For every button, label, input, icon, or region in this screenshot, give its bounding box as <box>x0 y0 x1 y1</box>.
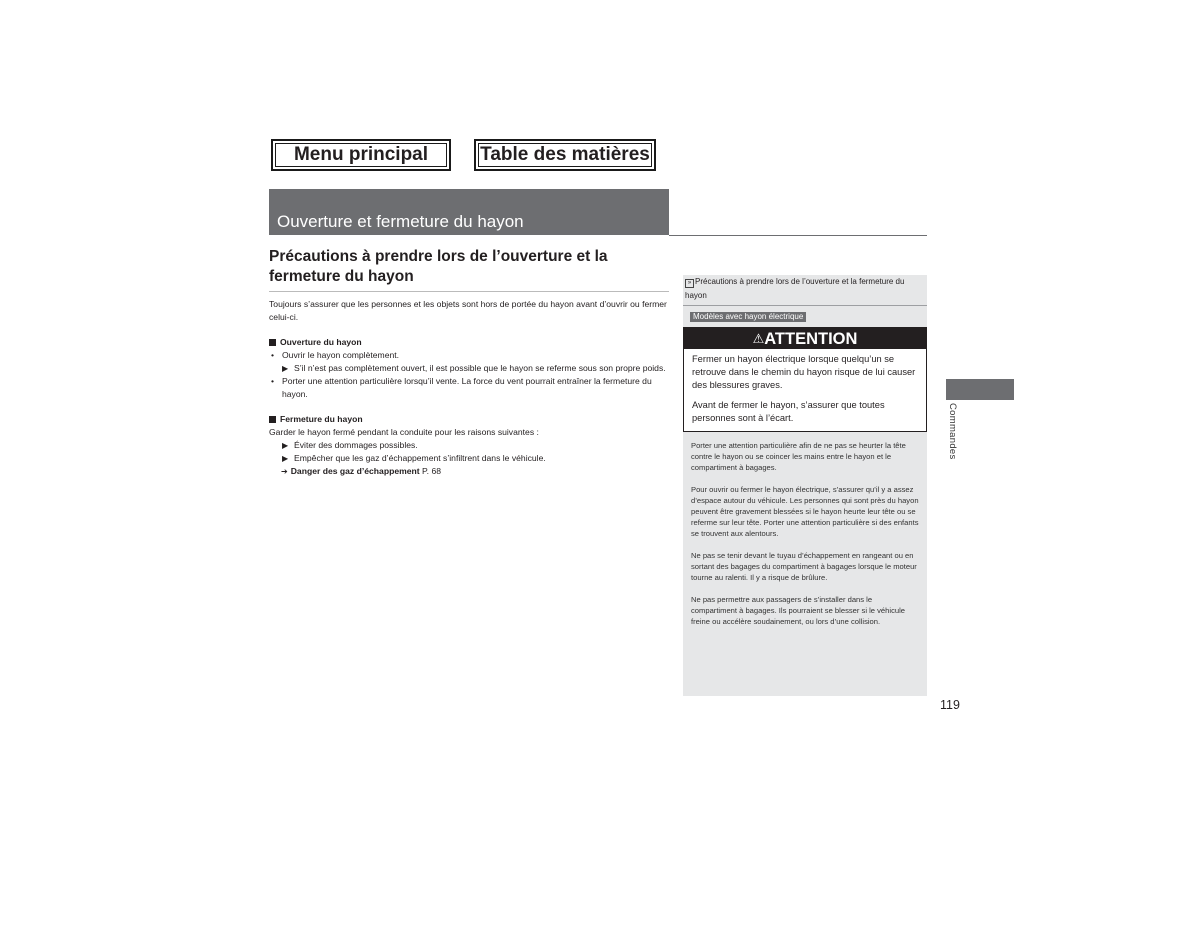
triangle-right-icon: ▶ <box>282 454 289 463</box>
warning-title: ATTENTION <box>764 330 858 348</box>
warning-header <box>684 328 926 349</box>
note-paragraph: Porter une attention particulière afin de ne pas se heurter la tête contre le hayon ou se coincer les mains entre le hayon et le compartiment à bagages. <box>691 441 906 472</box>
table-of-contents-button[interactable]: Table des matières <box>474 139 656 171</box>
header-divider <box>669 235 927 236</box>
exhaust-danger-link[interactable] <box>269 465 669 478</box>
note-paragraph: Pour ouvrir ou fermer le hayon électrique, s’assurer qu’il y a assez d’espace autour du véhicule. Les personnes qui sont près du hayon peuvent être gravement blessées si le hayon heurte leur tête ou se referme sur leur tête. Porter une attention particulière si des enfants se trouvent aux alentours. <box>691 485 919 538</box>
warning-triangle-icon: ⚠ <box>752 331 765 346</box>
list-item <box>269 349 669 362</box>
list-item <box>269 375 669 401</box>
triangle-right-icon: ▶ <box>282 441 289 450</box>
warning-paragraph: Avant de fermer le hayon, s’assurer que toutes personnes sont à l’écart. <box>692 400 885 423</box>
main-content <box>269 247 669 478</box>
note-paragraph: Ne pas permettre aux passagers de s’installer dans le compartiment à bagages. Ils pourraient se blesser si le véhicule freine ou accélère soudainement, ou lors d’une collision. <box>691 595 906 626</box>
chapter-tab-label[interactable]: Commandes <box>947 403 958 460</box>
bullet-text: Porter une attention particulière lorsqu’il vente. La force du vent pourrait entraîner la fermeture du hayon. <box>282 376 652 399</box>
bullet-subtext: S’il n’est pas complètement ouvert, il est possible que le hayon se referme sous son propre poids. <box>294 363 666 373</box>
section-title: Ouverture et fermeture du hayon <box>269 189 669 235</box>
notes <box>683 432 927 627</box>
square-bullet-icon <box>269 339 276 346</box>
link-label[interactable]: Danger des gaz d’échappement <box>290 466 420 476</box>
sidebar-notes <box>683 275 927 696</box>
chapter-tab[interactable] <box>946 379 1014 400</box>
page-number: 119 <box>940 698 960 712</box>
opening-subheading <box>269 336 669 349</box>
link-page[interactable]: P. 68 <box>422 466 442 476</box>
item-text: Empêcher que les gaz d’échappement s’infiltrent dans le véhicule. <box>294 453 546 463</box>
bullet-text: Ouvrir le hayon complètement. <box>282 350 400 360</box>
list-item <box>269 362 669 375</box>
square-bullet-icon <box>269 416 276 423</box>
warning-box <box>683 327 927 432</box>
note-paragraph: Ne pas se tenir devant le tuyau d’échappement en rangeant ou en sortant des bagages du compartiment à bagages lorsque le moteur tourne au ralenti. Il y a risque de brûlure. <box>691 551 917 582</box>
reference-icon: » <box>685 279 694 288</box>
intro-text: Toujours s’assurer que les personnes et les objets sont hors de portée du hayon avant d’ouvrir ou fermer celui-ci. <box>269 299 667 322</box>
warning-paragraph: Fermer un hayon électrique lorsque quelqu’un se retrouve dans le chemin du hayon risque de lui causer des blessures graves. <box>692 354 916 390</box>
opening-title: Ouverture du hayon <box>280 337 362 347</box>
main-menu-button[interactable]: Menu principal <box>271 139 451 171</box>
closing-subheading <box>269 413 669 426</box>
model-tag: Modèles avec hayon électrique <box>690 312 806 322</box>
list-item <box>269 452 669 465</box>
item-text: Éviter des dommages possibles. <box>294 440 418 450</box>
closing-title: Fermeture du hayon <box>280 414 363 424</box>
reference-arrow-icon: ➔ <box>281 467 288 476</box>
side-reference <box>683 275 927 306</box>
list-item <box>269 439 669 452</box>
side-reference-text: Précautions à prendre lors de l’ouverture et la fermeture du hayon <box>685 277 905 300</box>
main-heading: Précautions à prendre lors de l’ouverture et la fermeture du hayon <box>269 247 669 292</box>
closing-text: Garder le hayon fermé pendant la conduite pour les raisons suivantes : <box>269 427 539 437</box>
triangle-right-icon: ▶ <box>282 364 289 373</box>
